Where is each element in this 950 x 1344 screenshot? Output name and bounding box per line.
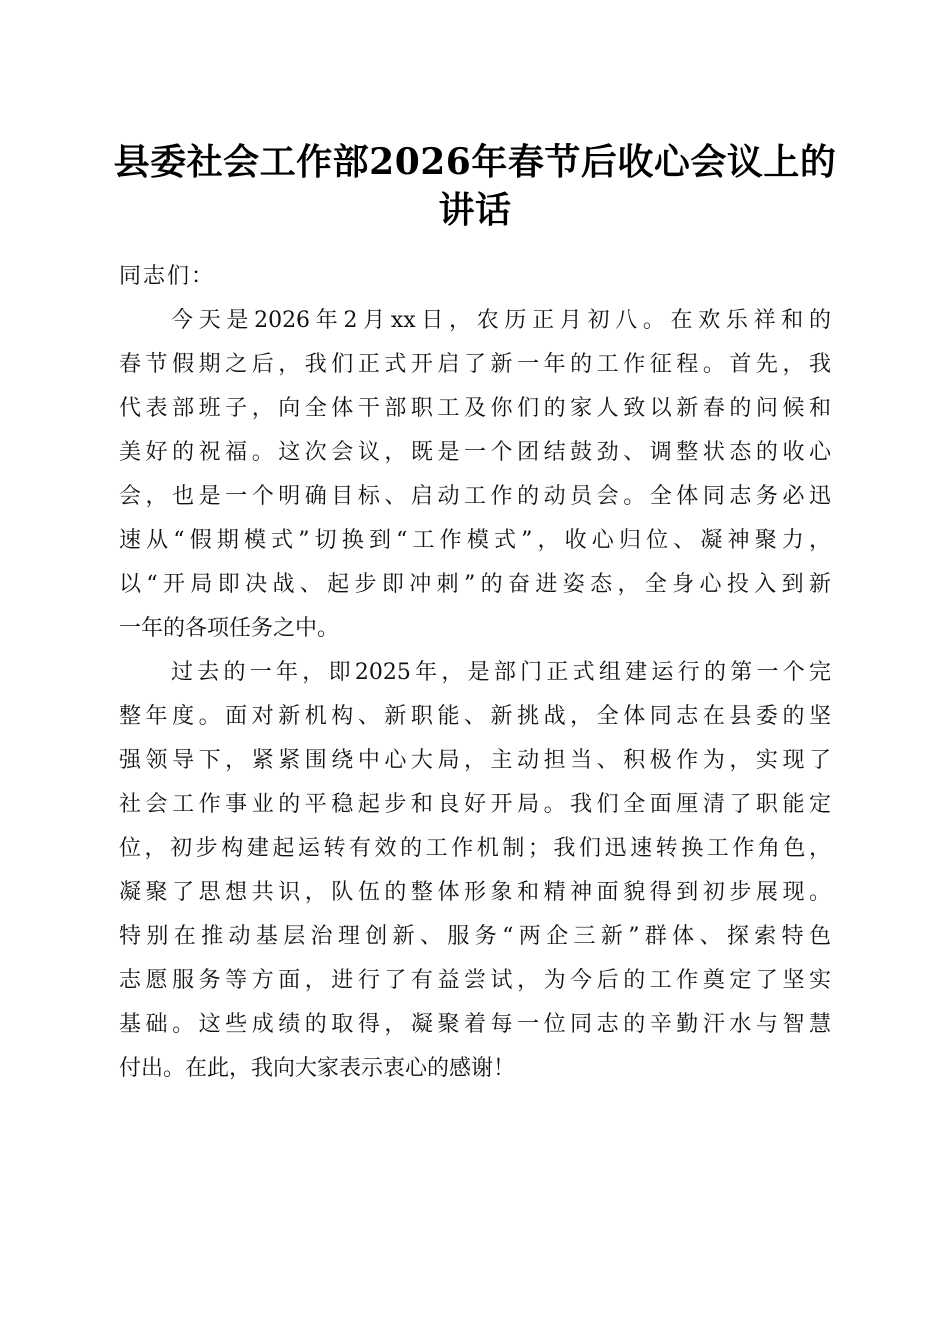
document-body [119,255,831,1091]
paragraph-2 [119,651,831,1091]
paragraph-line: 整年度。面对新机构、新职能、新挑战，全体同志在县委的坚 [119,704,831,729]
paragraph-line: 会，也是一个明确目标、启动工作的动员会。全体同志务必迅 [119,484,831,509]
paragraph-line: 位，初步构建起运转有效的工作机制；我们迅速转换工作角色， [119,836,831,861]
paragraph-line: 志愿服务等方面，进行了有益尝试，为今后的工作奠定了坚实 [119,968,831,993]
title-line-2: 讲话 [438,189,512,231]
paragraph-line: 特别在推动基层治理创新、服务“两企三新”群体、探索特色 [119,924,831,949]
paragraph-line: 基础。这些成绩的取得，凝聚着每一位同志的辛勤汗水与智慧 [119,1012,831,1037]
paragraph-line: 美好的祝福。这次会议，既是一个团结鼓劲、调整状态的收心 [119,440,831,465]
paragraph-line: 凝聚了思想共识，队伍的整体形象和精神面貌得到初步展现。 [119,880,831,905]
paragraph-line: 代表部班子，向全体干部职工及你们的家人致以新春的问候和 [119,396,831,421]
paragraph-line: 一年的各项任务之中。 [119,616,340,641]
document-title [110,138,840,234]
paragraph-line: 社会工作事业的平稳起步和良好开局。我们全面厘清了职能定 [119,792,831,817]
paragraph-line: 强领导下，紧紧围绕中心大局，主动担当、积极作为，实现了 [119,748,831,773]
paragraph-line: 付出。在此，我向大家表示衷心的感谢！ [119,1056,516,1081]
paragraph-line: 以“开局即决战、起步即冲刺”的奋进姿态，全身心投入到新 [119,572,831,597]
salutation: 同志们： [119,264,216,289]
paragraph-line: 速从“假期模式”切换到“工作模式”，收心归位、凝神聚力， [119,528,831,553]
paragraph-line: 过去的一年，即2025年，是部门正式组建运行的第一个完 [171,660,831,685]
paragraph-line: 今天是2026年2月xx日，农历正月初八。在欢乐祥和的 [171,308,831,333]
paragraph-1 [119,299,831,651]
title-line-1: 县委社会工作部2026年春节后收心会议上的 [113,141,837,183]
paragraph-line: 春节假期之后，我们正式开启了新一年的工作征程。首先，我 [119,352,831,377]
